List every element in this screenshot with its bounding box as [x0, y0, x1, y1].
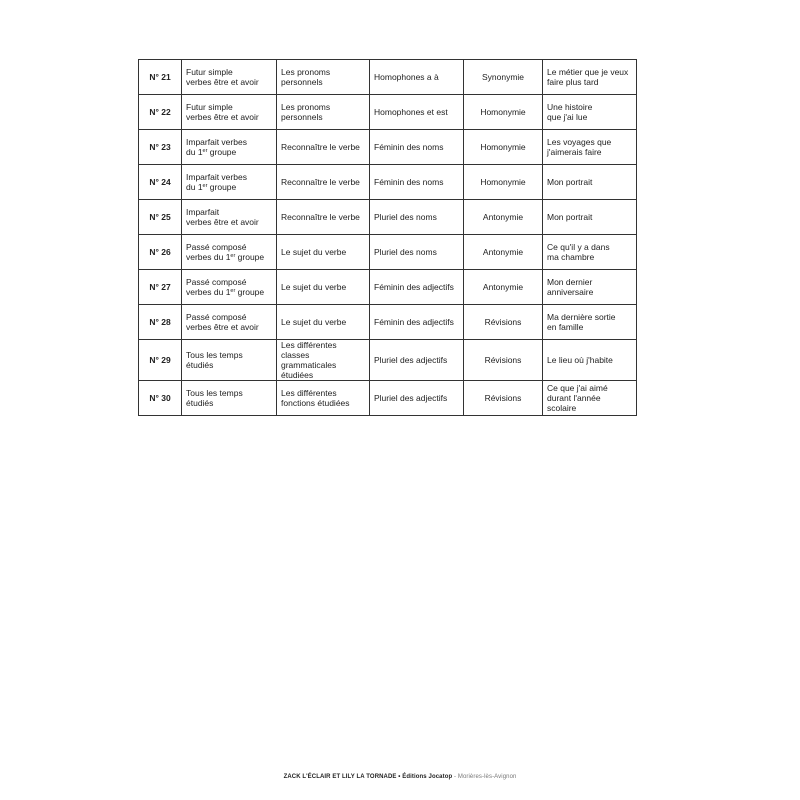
writing-cell [543, 305, 637, 340]
ordinal-suffix: er [230, 288, 236, 294]
nature-cell [277, 130, 370, 165]
writing-cell [543, 340, 637, 381]
cell-text: verbes du 1 [186, 287, 231, 297]
cell-line: Passé composé [186, 242, 247, 252]
cell-line: Futur simple [186, 102, 233, 112]
table-row [139, 270, 637, 305]
cell-line: Le lieu où j'habite [547, 355, 613, 365]
nature-cell [277, 200, 370, 235]
cell-line: Imparfait verbes [186, 137, 247, 147]
cell-line: Imparfait [186, 207, 220, 217]
cell-line: Révisions [484, 355, 522, 365]
grammar-cell [182, 60, 277, 95]
cell-line [186, 287, 272, 297]
lesson-number: N° 26 [139, 235, 182, 270]
grammar-cell [182, 200, 277, 235]
footer-dash: - [452, 774, 458, 780]
vocabulary-cell [464, 130, 543, 165]
cell-line: Imparfait verbes [186, 172, 247, 182]
table-row [139, 60, 637, 95]
table-row [139, 235, 637, 270]
cell-line: Pluriel des adjectifs [374, 393, 448, 403]
cell-line: durant l'année scolaire [547, 393, 601, 413]
cell-line: Féminin des noms [374, 142, 444, 152]
cell-line: grammaticales étudiées [281, 360, 337, 380]
cell-line: Futur simple [186, 67, 233, 77]
cell-line: Ma dernière sortie [547, 312, 616, 322]
cell-line: anniversaire [547, 287, 594, 297]
nature-cell [277, 95, 370, 130]
lesson-number: N° 29 [139, 340, 182, 381]
cell-line: Le sujet du verbe [281, 282, 347, 292]
cell-line: Passé composé [186, 277, 247, 287]
grammar-cell [182, 340, 277, 381]
spelling-cell [370, 165, 464, 200]
writing-cell [543, 95, 637, 130]
cell-line: Reconnaître le verbe [281, 177, 360, 187]
vocabulary-cell [464, 165, 543, 200]
spelling-cell [370, 60, 464, 95]
cell-line: verbes être et avoir [186, 217, 259, 227]
lesson-number: N° 23 [139, 130, 182, 165]
lesson-number: N° 30 [139, 381, 182, 416]
vocabulary-cell [464, 270, 543, 305]
cell-line: Reconnaître le verbe [281, 212, 360, 222]
curriculum-table [138, 59, 637, 416]
cell-line: Antonymie [482, 247, 524, 257]
vocabulary-cell [464, 60, 543, 95]
cell-line: Les pronoms [281, 102, 331, 112]
writing-cell [543, 130, 637, 165]
vocabulary-cell [464, 340, 543, 381]
footer-location: Morières-lès-Avignon [457, 774, 517, 780]
cell-text: du 1 [186, 182, 203, 192]
lesson-number: N° 27 [139, 270, 182, 305]
table-row [139, 305, 637, 340]
grammar-cell [182, 235, 277, 270]
cell-line: fonctions étudiées [281, 398, 350, 408]
cell-text: du 1 [186, 147, 203, 157]
grammar-cell [182, 381, 277, 416]
cell-line: Les différentes [281, 388, 337, 398]
cell-text: verbes du 1 [186, 252, 231, 262]
cell-line: Pluriel des noms [374, 212, 437, 222]
footer-title: ZACK L'ÉCLAIR ET LILY LA TORNADE [283, 774, 397, 780]
table-row [139, 200, 637, 235]
cell-line: Mon portrait [547, 177, 593, 187]
lesson-number: N° 22 [139, 95, 182, 130]
spelling-cell [370, 305, 464, 340]
cell-text: groupe [207, 182, 237, 192]
writing-cell [543, 60, 637, 95]
vocabulary-cell [464, 305, 543, 340]
spelling-cell [370, 95, 464, 130]
cell-line: ma chambre [547, 252, 595, 262]
lesson-number: N° 24 [139, 165, 182, 200]
cell-line: Homonymie [480, 177, 526, 187]
cell-line: Reconnaître le verbe [281, 142, 360, 152]
cell-line: Homophones et est [374, 107, 448, 117]
nature-cell [277, 235, 370, 270]
cell-line: Féminin des noms [374, 177, 444, 187]
cell-line: Le métier que je veux [547, 67, 629, 77]
grammar-cell [182, 305, 277, 340]
cell-line: Homonymie [480, 107, 526, 117]
cell-line: Passé composé [186, 312, 247, 322]
grammar-cell [182, 95, 277, 130]
cell-line: verbes être et avoir [186, 112, 259, 122]
table-row [139, 165, 637, 200]
footer-publisher: Éditions Jocatop [402, 774, 453, 780]
nature-cell [277, 340, 370, 381]
ordinal-suffix: er [202, 148, 208, 154]
cell-line: Féminin des adjectifs [374, 317, 454, 327]
lesson-number: N° 21 [139, 60, 182, 95]
table-row [139, 130, 637, 165]
nature-cell [277, 270, 370, 305]
cell-line: Révisions [484, 393, 522, 403]
cell-line: Homophones a à [374, 72, 439, 82]
cell-line: Homonymie [480, 142, 526, 152]
cell-line: Le sujet du verbe [281, 317, 347, 327]
cell-line: Synonymie [481, 72, 525, 82]
cell-line: personnels [281, 112, 323, 122]
cell-line: Ce qu'il y a dans [547, 242, 610, 252]
footer-separator: • [396, 774, 403, 780]
writing-cell [543, 270, 637, 305]
writing-cell [543, 165, 637, 200]
spelling-cell [370, 270, 464, 305]
cell-text: groupe [207, 147, 237, 157]
writing-cell [543, 235, 637, 270]
cell-line: faire plus tard [547, 77, 599, 87]
cell-line: Les différentes classes [281, 340, 337, 360]
cell-line: Les voyages que [547, 137, 612, 147]
vocabulary-cell [464, 200, 543, 235]
cell-line: verbes être et avoir [186, 77, 259, 87]
ordinal-suffix: er [230, 253, 236, 259]
cell-line: Révisions [484, 317, 522, 327]
nature-cell [277, 305, 370, 340]
writing-cell [543, 200, 637, 235]
cell-line: Antonymie [482, 212, 524, 222]
cell-text: groupe [235, 287, 265, 297]
ordinal-suffix: er [202, 183, 208, 189]
cell-line [186, 252, 272, 262]
cell-line: Féminin des adjectifs [374, 282, 454, 292]
cell-line: en famille [547, 322, 584, 332]
grammar-cell [182, 270, 277, 305]
cell-text: groupe [235, 252, 265, 262]
cell-line: Pluriel des adjectifs [374, 355, 448, 365]
cell-line: Tous les temps étudiés [186, 350, 243, 370]
cell-line: Le sujet du verbe [281, 247, 347, 257]
spelling-cell [370, 235, 464, 270]
lesson-number: N° 28 [139, 305, 182, 340]
spelling-cell [370, 340, 464, 381]
grammar-cell [182, 130, 277, 165]
cell-line: Les pronoms [281, 67, 331, 77]
page-footer [0, 774, 800, 780]
lesson-number: N° 25 [139, 200, 182, 235]
table-row [139, 340, 637, 381]
cell-line: Mon dernier [547, 277, 593, 287]
nature-cell [277, 381, 370, 416]
cell-line: Mon portrait [547, 212, 593, 222]
spelling-cell [370, 130, 464, 165]
cell-line: Antonymie [482, 282, 524, 292]
cell-line: que j'ai lue [547, 112, 588, 122]
cell-line: personnels [281, 77, 323, 87]
vocabulary-cell [464, 95, 543, 130]
table-row [139, 95, 637, 130]
spelling-cell [370, 200, 464, 235]
grammar-cell [182, 165, 277, 200]
cell-line: j'aimerais faire [547, 147, 602, 157]
cell-line [186, 182, 272, 192]
writing-cell [543, 381, 637, 416]
cell-line: Pluriel des noms [374, 247, 437, 257]
table-row [139, 381, 637, 416]
vocabulary-cell [464, 381, 543, 416]
cell-line: Tous les temps étudiés [186, 388, 243, 408]
spelling-cell [370, 381, 464, 416]
nature-cell [277, 60, 370, 95]
cell-line: Ce que j'ai aimé [547, 383, 608, 393]
cell-line: Une histoire [547, 102, 593, 112]
nature-cell [277, 165, 370, 200]
cell-line: verbes être et avoir [186, 322, 259, 332]
cell-line [186, 147, 272, 157]
vocabulary-cell [464, 235, 543, 270]
